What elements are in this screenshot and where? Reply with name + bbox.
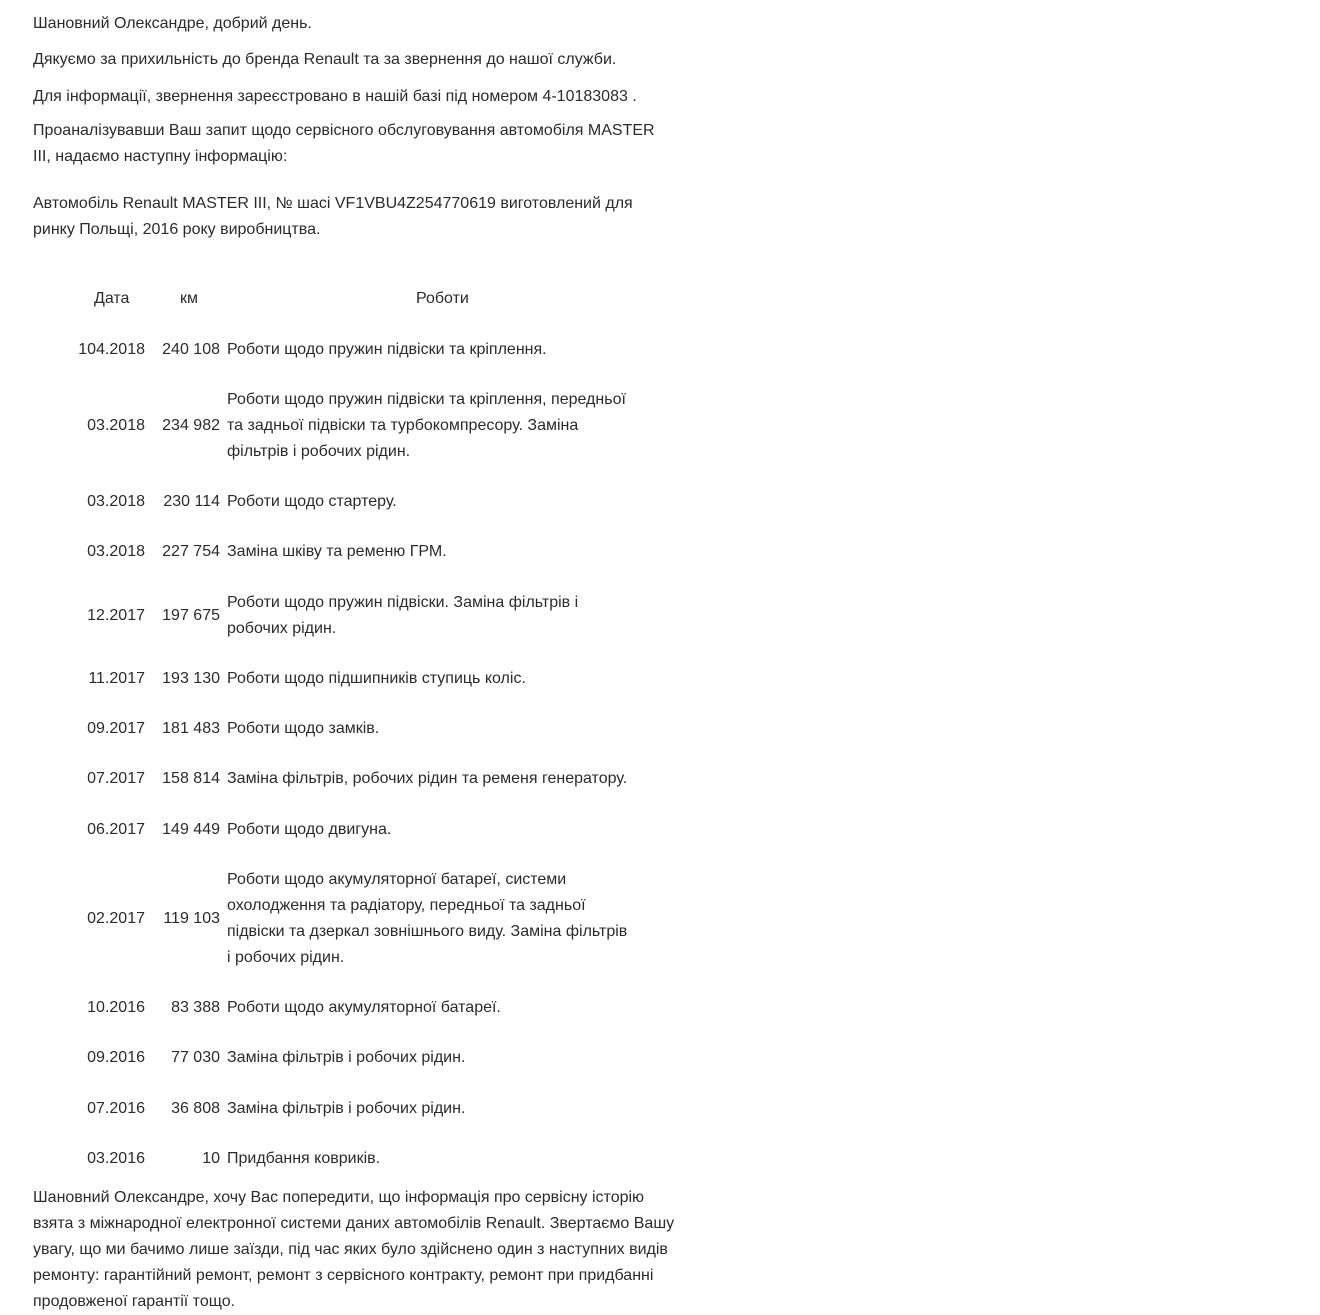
row-work: Роботи щодо акумуляторної батареї. — [227, 999, 501, 1016]
row-km: 227 754 — [162, 543, 220, 560]
row-date: 03.2018 — [87, 417, 145, 434]
row-km: 181 483 — [162, 720, 220, 737]
row-work: Заміна фільтрів і робочих рідин. — [227, 1049, 466, 1066]
row-km: 240 108 — [162, 341, 220, 358]
letter-greeting: Шановний Олександре, добрий день. — [33, 15, 312, 32]
row-date: 03.2018 — [87, 543, 145, 560]
row-date: 06.2017 — [87, 821, 145, 838]
row-km: 119 103 — [163, 910, 220, 927]
row-work: Заміна фільтрів і робочих рідин. — [227, 1100, 466, 1117]
row-date: 12.2017 — [87, 607, 145, 624]
row-date: 07.2017 — [87, 770, 145, 787]
row-km: 77 030 — [171, 1049, 220, 1066]
row-work: Заміна шківу та ременю ГРМ. — [227, 543, 447, 560]
row-date: 03.2018 — [87, 493, 145, 510]
row-work: Роботи щодо підшипників ступиць коліс. — [227, 670, 526, 687]
row-work: Роботи щодо пружин підвіски та кріплення, передньої та задньої підвіски та турбокомпресору. Заміна фільтрів і робочих рідин. — [227, 391, 626, 460]
row-km: 149 449 — [162, 821, 220, 838]
row-date: 07.2016 — [87, 1100, 145, 1117]
row-km: 193 130 — [162, 670, 220, 687]
header-date: Дата — [94, 290, 130, 307]
row-km: 230 114 — [163, 493, 220, 510]
row-work: Роботи щодо замків. — [227, 720, 380, 737]
letter-registration: Для інформації, звернення зареєстровано в нашій базі під номером 4-10183083 . — [33, 88, 637, 105]
service-table-header — [0, 286, 1320, 312]
header-work: Роботи — [416, 290, 469, 307]
letter-analysis: Проаналізувавши Ваш запит щодо сервісного обслуговування автомобіля MASTER III, надаємо наступну інформацію: — [33, 122, 655, 165]
row-km: 197 675 — [162, 607, 220, 624]
row-work: Роботи щодо пружин підвіски та кріплення. — [227, 341, 547, 358]
row-km: 10 — [202, 1150, 220, 1167]
row-date: 03.2016 — [87, 1150, 145, 1167]
row-km: 83 388 — [171, 999, 220, 1016]
row-date: 09.2017 — [87, 720, 145, 737]
letter-closing: Шановний Олександре, хочу Вас попередити, що інформація про сервісну історію взята з міжнародної електронної системи даних автомобілів Renault. Звертаємо Вашу увагу, що ми бачимо лише заїзди, під час яких було здійснено один з наступних видів ремонту: гарантійний ремонт, ремонт з сервісного контракту, ремонт при придбанні продовженої гарантії тощо. — [33, 1189, 675, 1310]
letter-thanks: Дякуємо за прихильність до бренда Renault та за звернення до нашої служби. — [33, 51, 617, 68]
row-work: Придбання ковриків. — [227, 1150, 381, 1167]
row-work: Заміна фільтрів, робочих рідин та ременя генератору. — [227, 770, 628, 787]
row-date: 02.2017 — [87, 910, 145, 927]
header-km: км — [180, 290, 198, 307]
row-work: Роботи щодо двигуна. — [227, 821, 392, 838]
row-date: 10.2016 — [87, 999, 145, 1016]
row-km: 234 982 — [162, 417, 220, 434]
row-work: Роботи щодо акумуляторної батареї, системи охолодження та радіатору, передньої та задньої підвіски та дзеркал зовнішнього виду. Заміна фільтрів і робочих рідин. — [227, 871, 628, 966]
vehicle-info: Автомобіль Renault MASTER III, № шасі VF1VBU4Z254770619 виготовлений для ринку Польщі, 2016 року виробництва. — [33, 195, 633, 238]
row-date: 11.2017 — [88, 670, 145, 687]
row-work: Роботи щодо стартеру. — [227, 493, 397, 510]
row-km: 36 808 — [171, 1100, 220, 1117]
row-work: Роботи щодо пружин підвіски. Заміна фільтрів і робочих рідин. — [227, 594, 579, 637]
row-km: 158 814 — [162, 770, 220, 787]
row-date: 104.2018 — [78, 341, 145, 358]
row-date: 09.2016 — [87, 1049, 145, 1066]
